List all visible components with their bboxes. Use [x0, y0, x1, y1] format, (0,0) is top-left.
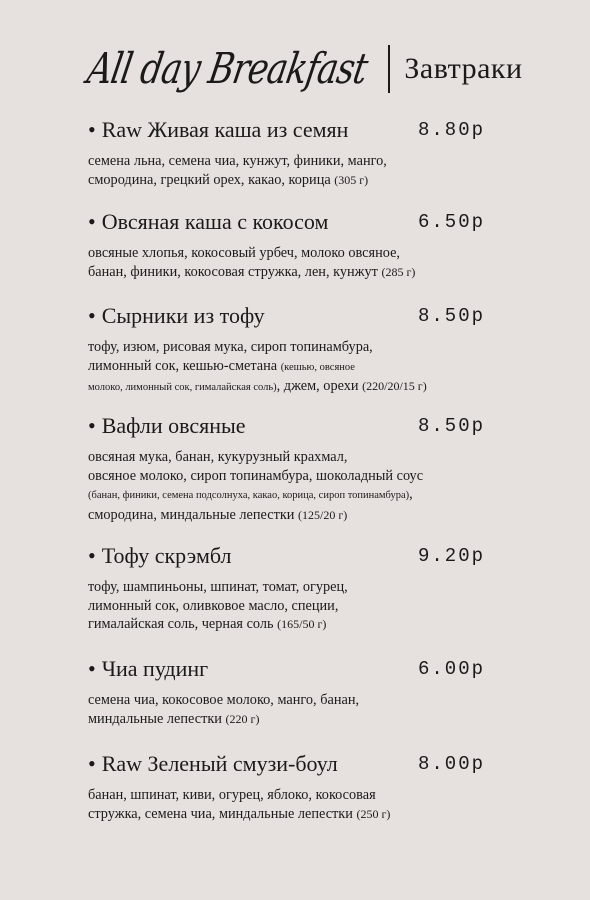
description-text: смородина, миндальные лепестки [88, 506, 299, 523]
menu-item-name-text: Чиа пудинг [101, 656, 209, 681]
description-line [88, 485, 508, 506]
description-line [88, 506, 508, 525]
description-text: стружка, семена чиа, миндальные лепестки [88, 805, 357, 822]
description-line [88, 448, 508, 467]
description-text: овсяные хлопья, кокосовый урбеч, молоко овсяное, [88, 245, 400, 261]
menu-item [88, 750, 508, 823]
menu-item-description [88, 338, 508, 398]
description-line [88, 710, 508, 729]
menu-item [88, 302, 508, 398]
bullet-icon: • [88, 543, 96, 568]
menu-item-header [88, 750, 508, 778]
script-title: All day Breakfast [83, 44, 371, 94]
description-line [88, 805, 508, 824]
ingredient-note: молоко, лимонный сок, гималайская соль) [88, 382, 277, 393]
menu-item-name-text: Сырники из тофу [101, 303, 265, 328]
menu-item-header [88, 542, 508, 570]
description-line [88, 357, 508, 378]
bullet-icon: • [88, 117, 96, 142]
portion-weight: (165/50 г) [277, 617, 327, 631]
description-line [88, 578, 508, 597]
menu-item-description [88, 578, 508, 634]
menu-item-description [88, 691, 508, 728]
portion-weight: (285 г) [381, 264, 416, 279]
menu-item-name [88, 542, 232, 570]
portion-weight: (125/20 г) [298, 507, 348, 522]
page-title: Завтраки [404, 52, 523, 85]
bullet-icon: • [88, 209, 96, 234]
menu-item-description [88, 152, 508, 189]
menu-item-name [88, 302, 265, 330]
ingredient-note: (банан, финики, семена подсолнуха, какао, корица, сироп топинамбура) [88, 490, 410, 501]
menu-header [83, 34, 523, 104]
menu-item-name-text: Raw Зеленый смузи-боул [101, 751, 338, 776]
description-line [88, 467, 508, 486]
menu-item-name [88, 750, 338, 778]
description-text: гималайская соль, черная соль [88, 616, 278, 632]
description-text: банан, шпинат, киви, огурец, яблоко, кокосовая [88, 787, 376, 803]
description-line [88, 263, 508, 282]
menu-item-name [88, 655, 208, 683]
description-text: , [409, 486, 413, 502]
description-text: смородина, грецкий орех, какао, корица [88, 171, 335, 188]
header-divider [388, 45, 390, 93]
menu-item-header [88, 655, 508, 683]
ingredient-note: (кешью, овсяное [280, 361, 355, 373]
portion-weight: (220/20/15 г) [362, 379, 427, 393]
menu-item-name [88, 412, 246, 440]
description-line [88, 691, 508, 710]
description-line [88, 171, 508, 190]
bullet-icon: • [88, 413, 96, 438]
menu-item-header [88, 116, 508, 144]
description-text: тофу, шампиньоны, шпинат, томат, огурец, [88, 579, 348, 595]
menu-item-name-text: Вафли овсяные [101, 413, 246, 438]
menu-item-price: 8.00р [418, 753, 486, 775]
description-text: , джем, орехи [276, 378, 363, 394]
portion-weight: (220 г) [225, 711, 260, 726]
description-line [88, 615, 508, 634]
menu-item [88, 208, 508, 281]
menu-item-price: 9.20р [418, 545, 486, 567]
description-text: лимонный сок, кешью-сметана [88, 357, 281, 374]
bullet-icon: • [88, 303, 96, 328]
menu-item-price: 6.00р [418, 658, 486, 680]
menu-item-description [88, 786, 508, 823]
description-text: семена чиа, кокосовое молоко, манго, банан, [88, 692, 360, 708]
description-text: овсяная мука, банан, кукурузный крахмал, [88, 449, 348, 465]
portion-weight: (250 г) [356, 806, 391, 821]
description-line [88, 377, 508, 398]
description-text: лимонный сок, оливковое масло, специи, [88, 597, 339, 614]
menu-item-name [88, 116, 348, 144]
menu-item-description [88, 448, 508, 524]
menu-item [88, 412, 508, 524]
description-text: овсяное молоко, сироп топинамбура, шоколадный соус [88, 467, 424, 484]
description-text: семена льна, семена чиа, кунжут, финики, манго, [88, 153, 387, 169]
menu-item [88, 116, 508, 189]
menu-item-price: 8.80р [418, 119, 486, 141]
menu-item-price: 8.50р [418, 305, 486, 327]
menu-item-name-text: Raw Живая каша из семян [101, 117, 349, 142]
menu-item-header [88, 412, 508, 440]
menu-item-name-text: Тофу скрэмбл [101, 543, 232, 568]
menu-item-header [88, 208, 508, 236]
description-line [88, 338, 508, 357]
description-line [88, 786, 508, 805]
description-text: тофу, изюм, рисовая мука, сироп топинамбура, [88, 339, 373, 355]
menu-item-price: 8.50р [418, 415, 486, 437]
menu-item-price: 6.50р [418, 211, 486, 233]
menu-item-description [88, 244, 508, 281]
description-line [88, 244, 508, 263]
description-text: миндальные лепестки [88, 710, 226, 727]
description-line [88, 597, 508, 616]
bullet-icon: • [88, 656, 96, 681]
bullet-icon: • [88, 751, 96, 776]
menu-item-name-text: Овсяная каша с кокосом [101, 209, 329, 234]
menu-item [88, 542, 508, 634]
menu-item-header [88, 302, 508, 330]
portion-weight: (305 г) [334, 172, 369, 187]
description-line [88, 152, 508, 171]
menu-item-name [88, 208, 328, 236]
menu-item [88, 655, 508, 728]
description-text: банан, финики, кокосовая стружка, лен, кунжут [88, 263, 382, 280]
